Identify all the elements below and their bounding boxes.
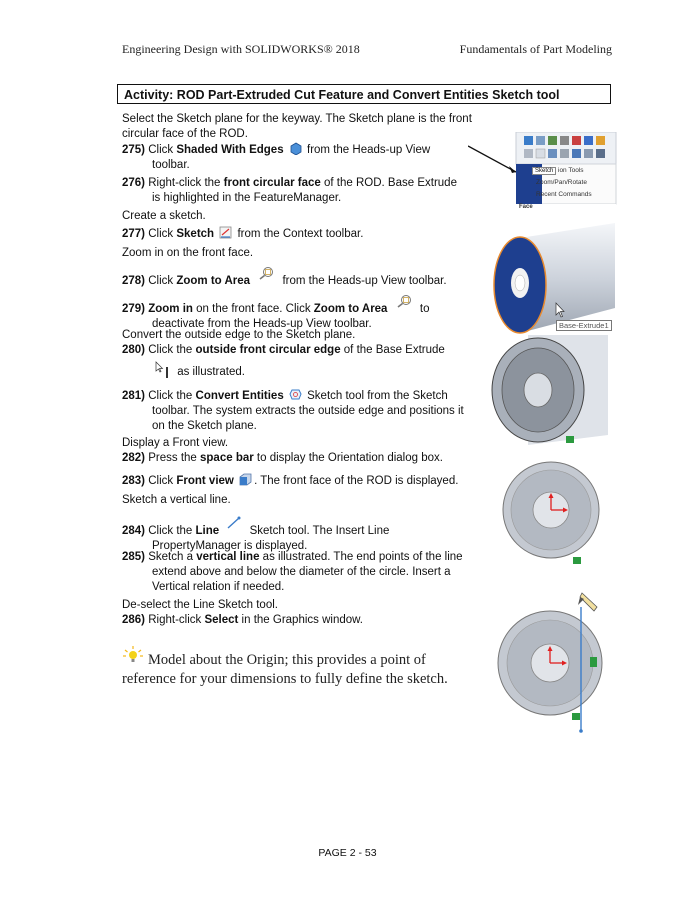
zoom-to-area-icon (393, 294, 415, 307)
tip-text: Model about the Origin; this provides a point of reference for your dimensions to fully define the sketch. (122, 652, 448, 687)
step-keyword: Select (204, 614, 239, 626)
step-keyword: front circular face (223, 177, 321, 189)
step-text: Click the (148, 390, 196, 402)
step-number: 278) (122, 275, 146, 287)
tip-box (122, 645, 467, 689)
convert-entities-icon (289, 388, 302, 401)
step-text-line2: toolbar. (152, 159, 190, 171)
step-275 (122, 142, 430, 173)
rod-cylinder-illustration (480, 223, 620, 343)
step-text: as illustrated. (177, 366, 245, 378)
step-text-line2: PropertyManager is displayed. (152, 540, 308, 552)
step-278 (122, 266, 447, 289)
intro-front-view: Display a Front view. (122, 437, 229, 449)
line-tool-icon (224, 516, 244, 529)
step-text: Press the (148, 452, 201, 464)
front-view-illustration (495, 460, 613, 572)
step-keyword: Zoom to Area (313, 303, 388, 315)
step-281 (122, 388, 464, 434)
step-text: Right-click (148, 614, 205, 626)
step-text: Click (148, 144, 177, 156)
step-286 (122, 613, 363, 628)
lightbulb-icon (122, 645, 144, 667)
step-text-line2: extend above and below the diameter of the circle. Insert a (152, 566, 451, 578)
step-text: to (419, 303, 430, 315)
step-text-line2: deactivate from the Heads-up View toolbar. (152, 318, 372, 330)
intro-deselect: De-select the Line Sketch tool. (122, 599, 278, 611)
step-keyword: Convert Entities (195, 390, 284, 402)
edge-cursor-icon (154, 361, 172, 379)
step-276 (122, 176, 457, 206)
step-text: of the Base Extrude (340, 344, 445, 356)
step-number: 281) (122, 390, 146, 402)
step-keyword: Shaded With Edges (176, 144, 284, 156)
step-text: as illustrated. The end points of the line (259, 551, 463, 563)
step-text: Click (148, 475, 177, 487)
intro-keyway: Select the Sketch plane for the keyway. The Sketch plane is the front circular face of the ROD. (122, 113, 472, 140)
step-text: from the Heads-up View toolbar. (282, 275, 447, 287)
activity-title: Activity: ROD Part-Extruded Cut Feature and Convert Entities Sketch tool (117, 84, 611, 104)
step-keyword: Zoom in (148, 303, 193, 315)
step-text: on the front face. Click (192, 303, 314, 315)
front-view-icon (239, 473, 252, 486)
vertical-line-illustration (492, 585, 617, 735)
step-keyword: Zoom to Area (176, 275, 251, 287)
step-number: 276) (122, 177, 146, 189)
step-number: 282) (122, 452, 146, 464)
step-text-line2: toolbar. The system extracts the outside edge and positions it (152, 405, 464, 417)
header-right: Fundamentals of Part Modeling (459, 42, 612, 56)
step-text-line3: on the Sketch plane. (152, 420, 257, 432)
zoomed-face-illustration (483, 335, 613, 445)
intro-create-sketch: Create a sketch. (122, 210, 206, 222)
step-text: Click (148, 228, 177, 240)
step-285 (122, 550, 463, 595)
step-number: 275) (122, 144, 146, 156)
step-text: Sketch tool. The Insert Line (249, 525, 390, 537)
step-keyword: space bar (200, 452, 254, 464)
step-number: 277) (122, 228, 146, 240)
step-number: 279) (122, 303, 146, 315)
page-number: PAGE 2 - 53 (318, 847, 377, 859)
step-keyword: Sketch (176, 228, 215, 240)
step-text: in the Graphics window. (238, 614, 364, 626)
step-284 (122, 516, 389, 554)
step-text: Sketch tool from the Sketch (307, 390, 448, 402)
step-number: 283) (122, 475, 146, 487)
context-menu-illustration (468, 132, 618, 212)
intro-convert: Convert the outside edge to the Sketch plane. (122, 329, 356, 341)
step-282 (122, 451, 443, 466)
step-number: 286) (122, 614, 146, 626)
step-text: Click the (148, 344, 196, 356)
step-number: 285) (122, 551, 146, 563)
zoom-to-area-icon (255, 266, 277, 279)
step-text-line2: is highlighted in the FeatureManager. (152, 192, 342, 204)
menu-item-zoom-pan-rotate[interactable]: Zoom/Pan/Rotate (536, 179, 587, 186)
step-283 (122, 473, 458, 489)
step-279 (122, 294, 429, 332)
step-keyword: Line (195, 525, 220, 537)
step-text: Sketch a (148, 551, 197, 563)
header-left: Engineering Design with SOLIDWORKS® 2018 (122, 42, 360, 56)
intro-vertical-line: Sketch a vertical line. (122, 494, 231, 506)
step-277 (122, 226, 363, 242)
step-text: from the Context toolbar. (237, 228, 364, 240)
step-text: Right-click the (148, 177, 224, 189)
step-number: 280) (122, 344, 146, 356)
menu-item-recent-commands[interactable]: Recent Commands (536, 191, 592, 198)
step-280 (122, 343, 445, 380)
step-text-line2 (122, 361, 445, 380)
menu-item-tools[interactable]: ion Tools (558, 167, 584, 174)
step-text: Click (148, 275, 177, 287)
step-text: to display the Orientation dialog box. (253, 452, 443, 464)
shaded-with-edges-icon (289, 142, 302, 155)
base-extrude-tooltip: Base-Extrude1 (556, 320, 612, 331)
step-keyword: Front view (176, 475, 234, 487)
step-text-line3: Vertical relation if needed. (152, 581, 285, 593)
menu-sketch-tooltip[interactable]: Sketch (532, 167, 556, 175)
step-text: of the ROD. Base Extrude (320, 177, 457, 189)
menu-footer-face: Face (519, 204, 533, 210)
step-keyword: vertical line (196, 551, 260, 563)
step-text: . The front face of the ROD is displayed. (254, 475, 459, 487)
step-number: 284) (122, 525, 146, 537)
sketch-icon (219, 226, 232, 239)
step-text: from the Heads-up View (307, 144, 431, 156)
step-text: Click the (148, 525, 196, 537)
step-keyword: outside front circular edge (195, 344, 341, 356)
intro-zoom: Zoom in on the front face. (122, 247, 254, 259)
